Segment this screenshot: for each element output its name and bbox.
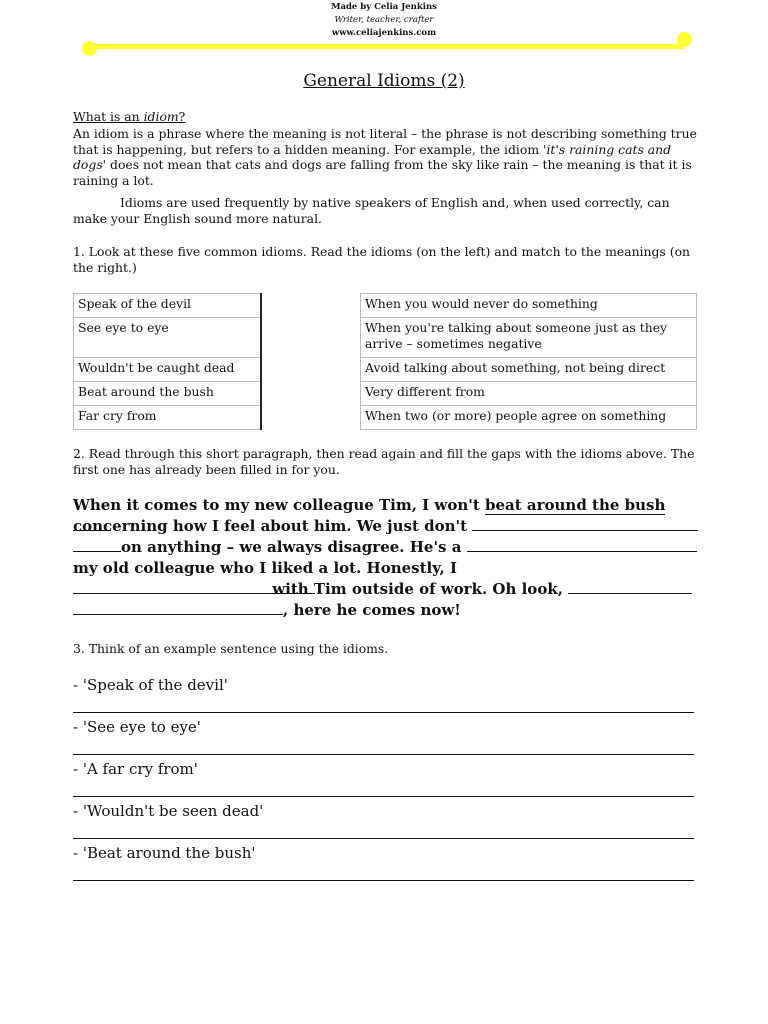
story-s6: , here he comes now! <box>283 601 461 619</box>
meaning-cell: When two (or more) people agree on something <box>361 406 697 430</box>
example-item: - 'A far cry from' <box>73 760 198 778</box>
example-item: - 'Speak of the devil' <box>73 676 228 694</box>
story-s5: with Tim outside of work. Oh look, <box>267 580 569 598</box>
idiom-cell: Beat around the bush <box>74 382 262 406</box>
task2-instruction: 2. Read through this short paragraph, then read again and fill the gaps with the idioms above. The first one has already been filled in for you. <box>73 446 695 477</box>
meaning-cell: Very different from <box>361 382 697 406</box>
question-prefix: What is an <box>73 109 144 124</box>
answer-line[interactable] <box>73 712 694 713</box>
gap-blank[interactable] <box>472 516 698 531</box>
example-item: - 'Beat around the bush' <box>73 844 256 862</box>
story-line-3 <box>73 537 703 558</box>
answer-line[interactable] <box>73 838 694 839</box>
example-item: - 'See eye to eye' <box>73 718 201 736</box>
example-item: - 'Wouldn't be seen dead' <box>73 802 264 820</box>
highlight-dot-left <box>82 41 97 56</box>
gap-blank[interactable] <box>73 600 283 615</box>
idiom-cell: Wouldn't be caught dead <box>74 358 262 382</box>
idiom-cell: See eye to eye <box>74 318 262 358</box>
intro-p1-example: 'it's raining cats and dogs' <box>73 141 672 173</box>
story-line-5 <box>73 579 703 600</box>
meaning-cell: When you would never do something <box>361 294 697 318</box>
page-title: General Idioms (2) <box>303 71 465 91</box>
task1-instruction: 1. Look at these five common idioms. Read the idioms (on the left) and match to the meanings (on the right.) <box>73 244 691 275</box>
story-line-6 <box>73 600 703 621</box>
meaning-cell: Avoid talking about something, not being direct <box>361 358 697 382</box>
idiom-cell: Far cry from <box>74 406 262 430</box>
story-line-2 <box>73 516 703 537</box>
story-filled-answer: beat around the bush <box>484 496 666 514</box>
story-s2: concerning how I feel about him. We just don't <box>73 517 473 535</box>
gap-blank[interactable] <box>73 537 121 552</box>
author-role: Writer, teacher, crafter <box>334 15 434 25</box>
meanings-table <box>360 293 697 430</box>
intro-question <box>73 109 697 125</box>
intro-p1-a: An idiom is a phrase where the meaning is not literal – the phrase is not describing something true that is happening, but refers to a hidden meaning. For example, the idiom <box>73 126 697 157</box>
answer-line[interactable] <box>73 754 694 755</box>
gap-blank[interactable] <box>467 537 697 552</box>
idioms-table <box>73 293 262 430</box>
intro-paragraph-2: Idioms are used frequently by native speakers of English and, when used correctly, can make your English sound more natural. <box>73 195 670 226</box>
header-highlight-line <box>90 44 684 49</box>
question-suffix: ? <box>178 109 186 124</box>
intro-question-underlined <box>73 109 185 124</box>
task3-instruction: 3. Think of an example sentence using the idioms. <box>73 641 389 656</box>
intro-p1-b: does not mean that cats and dogs are falling from the sky like rain – the meaning is that it is raining a lot. <box>73 157 692 188</box>
gap-blank[interactable] <box>568 579 692 594</box>
author-name: Made by Celia Jenkins <box>331 2 437 12</box>
question-word: idiom <box>143 109 179 124</box>
author-url: www.celiajenkins.com <box>331 28 437 38</box>
story-s4: my old colleague who I liked a lot. Honestly, I <box>73 559 457 577</box>
gap-blank[interactable] <box>73 579 267 594</box>
story-s3: on anything – we always disagree. He's a <box>121 538 467 556</box>
intro-paragraph-1 <box>73 126 697 188</box>
highlight-dot-right <box>677 32 692 47</box>
answer-line[interactable] <box>73 880 694 881</box>
story-s1: When it comes to my new colleague Tim, I won't <box>73 496 485 514</box>
meaning-cell: When you're talking about someone just as they arrive – sometimes negative <box>361 318 697 358</box>
idiom-cell: Speak of the devil <box>74 294 262 318</box>
answer-line[interactable] <box>73 796 694 797</box>
